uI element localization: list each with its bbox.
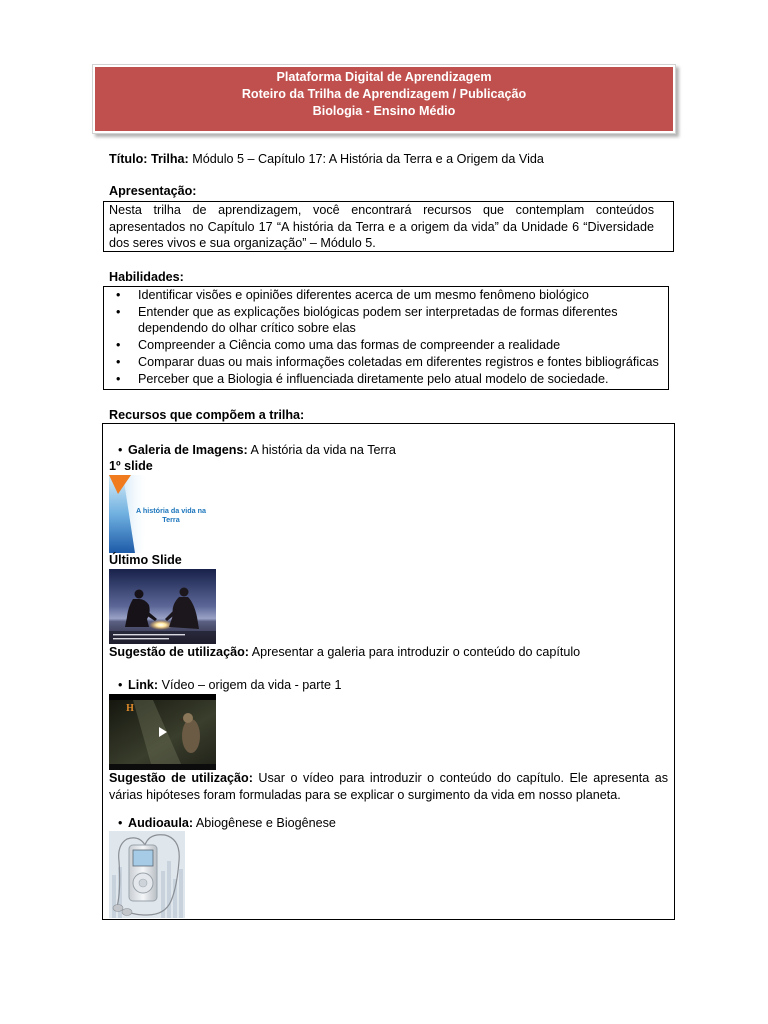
header-subject: Biologia - Ensino Médio — [312, 104, 456, 118]
slide-title-line-1: A história da vida na — [135, 506, 207, 515]
recursos-box — [102, 423, 675, 920]
title-label: Título: Trilha: — [109, 152, 189, 166]
link-suggestion — [109, 770, 668, 803]
document-header — [95, 67, 673, 131]
suggestion-text: Usar o vídeo para introduzir o conteúdo do capítulo. Ele apresenta as várias hipóteses foram formuladas para se explicar o surgimento da vida em nosso planeta. — [109, 771, 668, 802]
first-slide-thumbnail — [109, 475, 217, 553]
habilidades-box — [103, 286, 669, 390]
habilidades-heading: Habilidades: — [109, 270, 184, 284]
bullet-icon: • — [118, 816, 123, 830]
bullet-icon: • — [116, 338, 121, 353]
list-item — [104, 337, 668, 354]
video-thumbnail — [109, 694, 216, 770]
habilidade-text: Comparar duas ou mais informações coletadas em diferentes registros e fontes bibliográficas — [138, 354, 659, 369]
bullet-icon: • — [116, 354, 121, 369]
bullet-icon: • — [116, 371, 121, 386]
player-screen — [133, 850, 153, 866]
list-item — [104, 371, 668, 388]
recursos-heading: Recursos que compõem a trilha: — [109, 408, 305, 422]
mp3-player-icon — [109, 831, 185, 918]
header-roadmap-title: Roteiro da Trilha de Aprendizagem / Publicação — [241, 87, 527, 101]
link-item — [118, 677, 342, 694]
last-slide-thumbnail — [109, 569, 216, 644]
video-channel-logo: H — [126, 703, 134, 714]
habilidade-text: Perceber que a Biologia é influenciada diretamente pelo atual modelo de sociedade. — [138, 371, 609, 386]
caption-strip — [109, 631, 216, 644]
link-title: Vídeo – origem da vida - parte 1 — [161, 678, 342, 692]
audioaula-item — [118, 815, 336, 832]
caption-line — [113, 638, 169, 639]
suggestion-text: Apresentar a galeria para introduzir o conteúdo do capítulo — [251, 645, 581, 659]
bullet-icon: • — [118, 678, 123, 692]
link-label: Link: — [128, 678, 159, 692]
suggestion-label: Sugestão de utilização: — [109, 771, 253, 785]
list-item — [104, 354, 668, 371]
last-slide-label: Último Slide — [109, 553, 182, 567]
header-platform-title: Plataforma Digital de Aprendizagem — [276, 70, 492, 84]
habilidade-text: Identificar visões e opiniões diferentes acerca de um mesmo fenômeno biológico — [138, 288, 589, 302]
list-item — [104, 287, 668, 304]
document-title — [109, 151, 544, 168]
audioaula-label: Audioaula: — [128, 816, 194, 830]
galeria-suggestion — [109, 644, 580, 661]
galeria-label: Galeria de Imagens: — [128, 443, 248, 457]
caption-line — [113, 634, 185, 635]
bullet-icon: • — [116, 304, 121, 319]
center-button — [139, 879, 147, 887]
list-item — [104, 304, 668, 337]
galeria-title: A história da vida na Terra — [250, 443, 396, 457]
earbud — [113, 905, 123, 912]
earbud — [122, 909, 132, 916]
bullet-icon: • — [118, 443, 123, 457]
title-text: Módulo 5 – Capítulo 17: A História da Terra e a Origem da Vida — [192, 152, 544, 166]
apresentacao-box — [103, 201, 674, 252]
bullet-icon: • — [116, 288, 121, 302]
habilidades-list — [104, 287, 668, 387]
habilidade-text: Compreender a Ciência como uma das formas de compreender a realidade — [138, 338, 561, 353]
audioaula-title: Abiogênese e Biogênese — [195, 816, 336, 830]
habilidade-text: Entender que as explicações biológicas podem ser interpretadas de formas diferentes dependendo do olhar crítico sobre elas — [138, 304, 618, 336]
suggestion-label: Sugestão de utilização: — [109, 645, 249, 659]
galeria-item — [118, 442, 396, 459]
slide-title-line-2: Terra — [162, 515, 180, 524]
apresentacao-text: Nesta trilha de aprendizagem, você encontrará recursos que contemplam conteúdos apresentados no Capítulo 17 “A história da Terra e a origem da vida” da Unidade 6 “Diversidade dos seres vivos e sua organização” – Módulo 5. — [109, 203, 654, 251]
apresentacao-heading: Apresentação: — [109, 184, 197, 198]
first-slide-label: 1º slide — [109, 459, 153, 473]
campfire-glow — [149, 620, 173, 630]
